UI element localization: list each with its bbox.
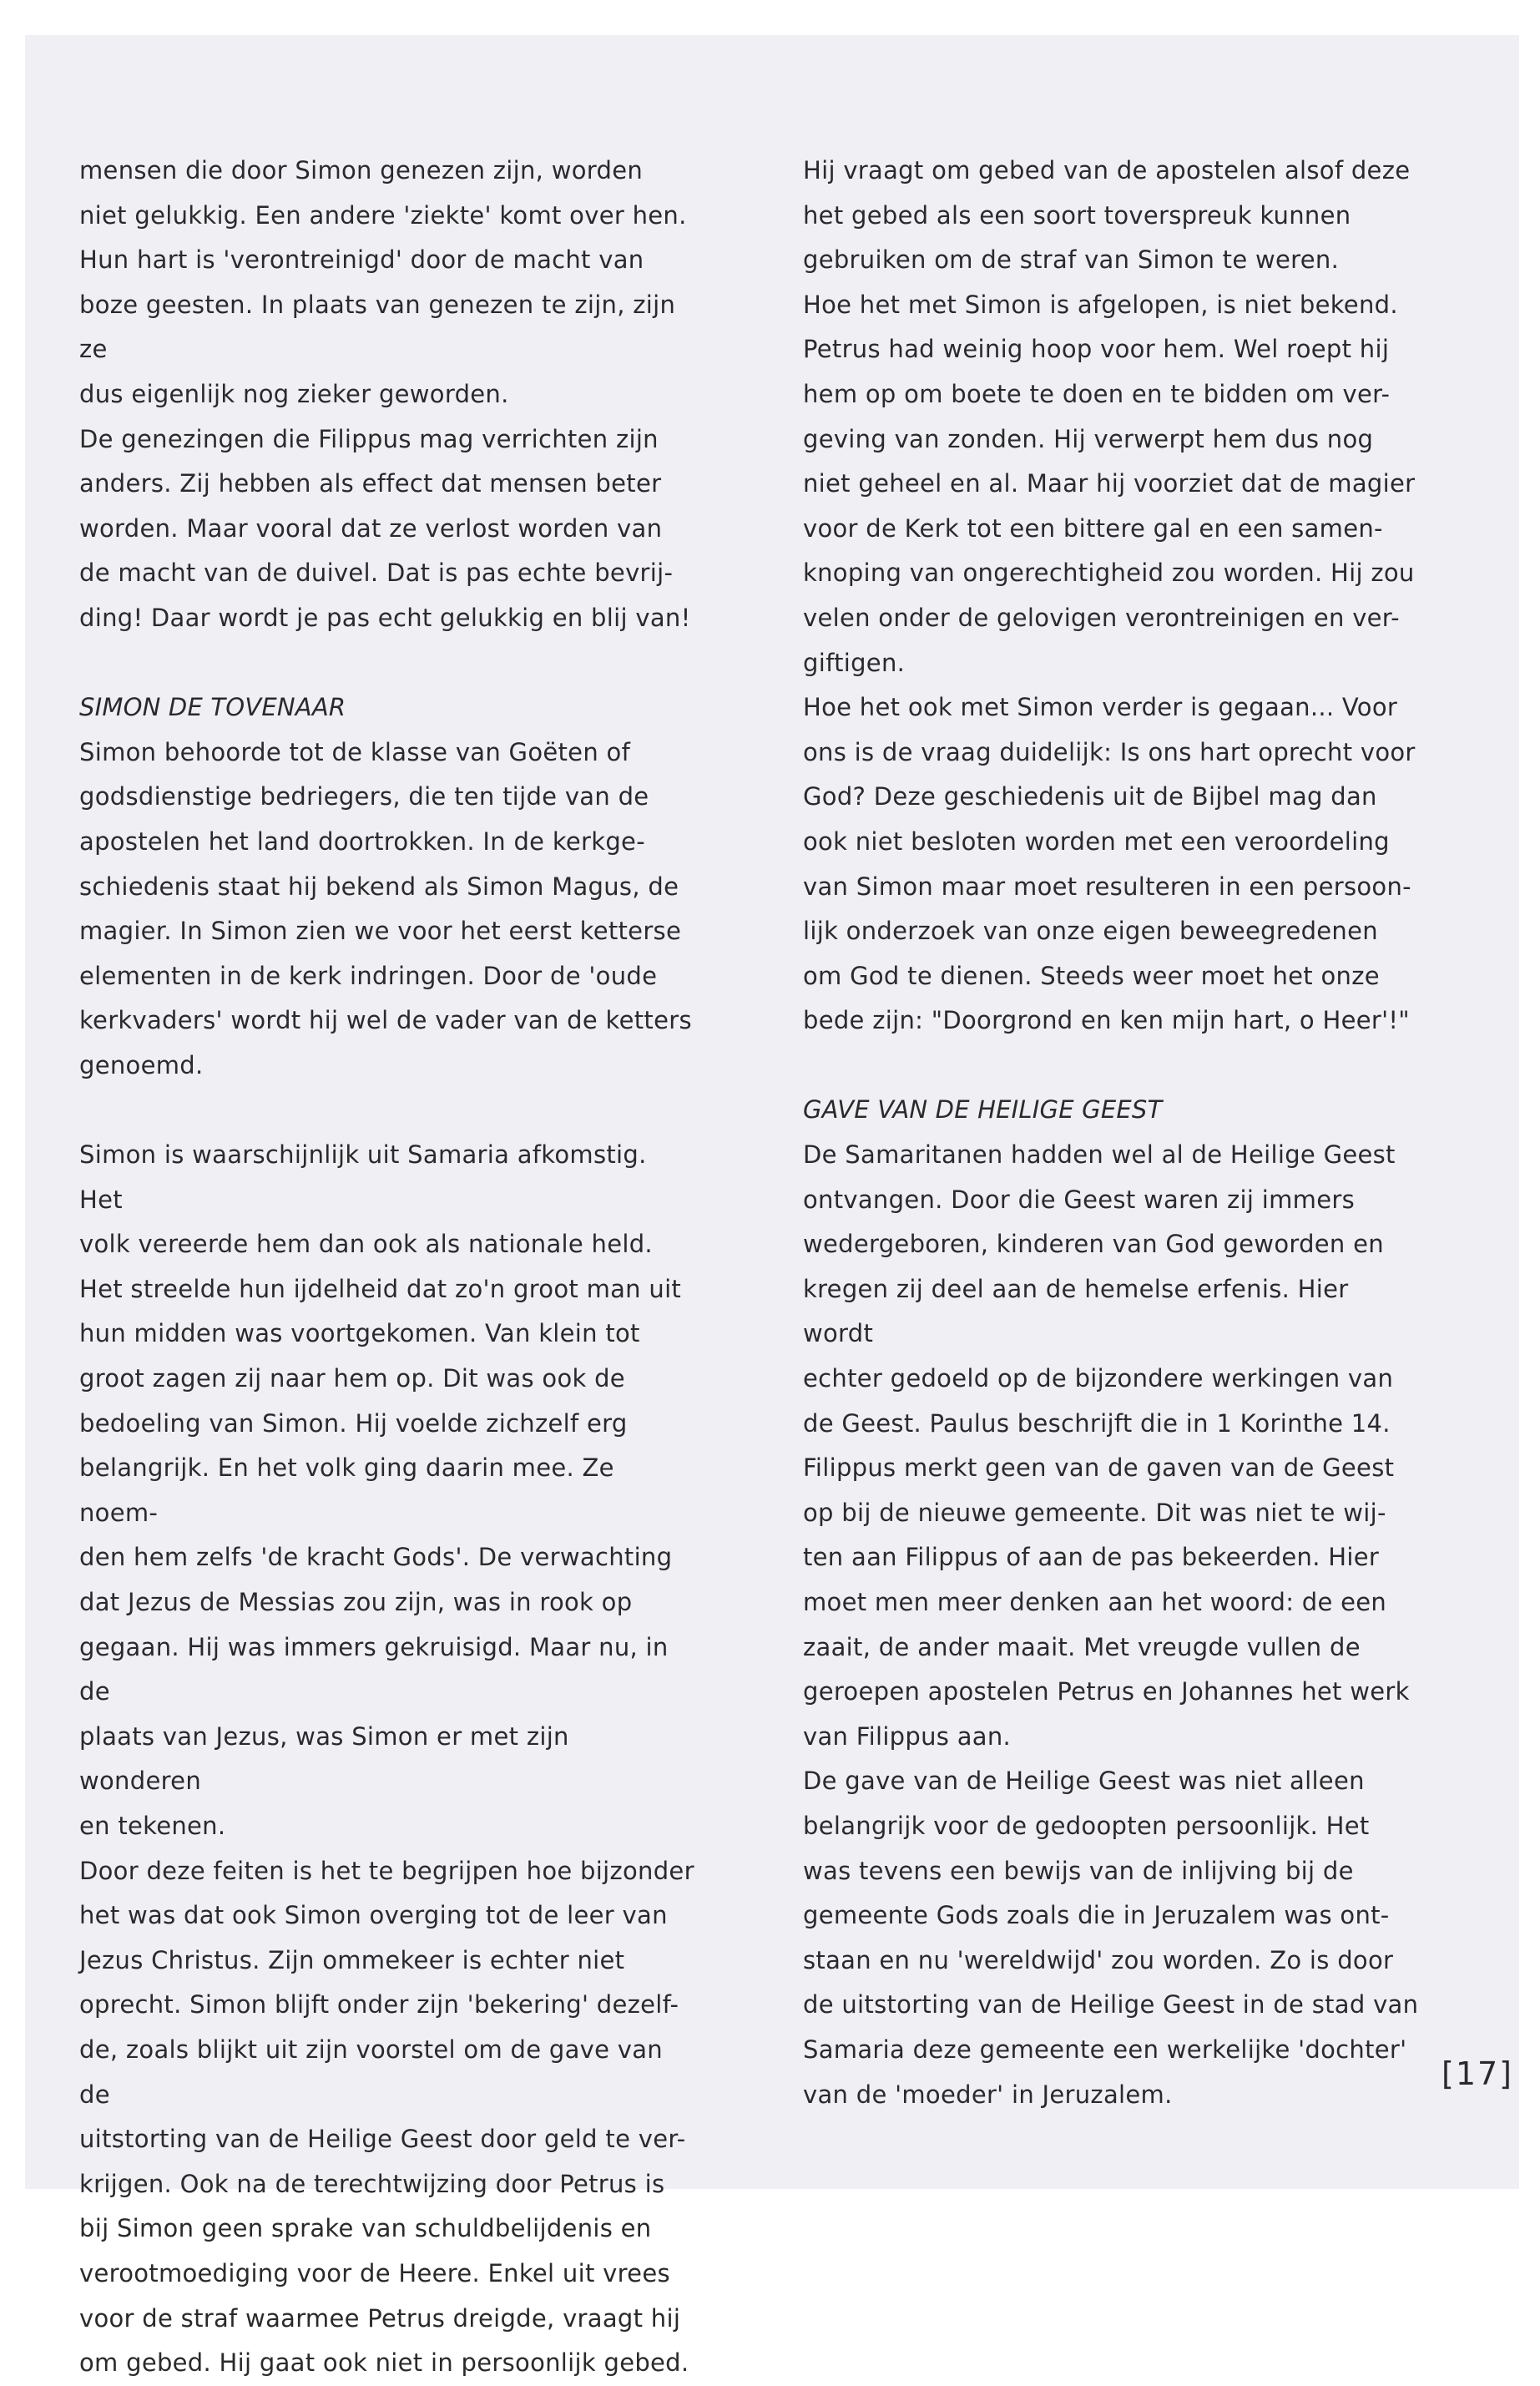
text-line: gemeente Gods zoals die in Jeruzalem was ont- <box>803 1901 1390 1930</box>
text-line: voor de Kerk tot een bittere gal en een samen- <box>803 513 1383 543</box>
text-line: van de 'moeder' in Jeruzalem. <box>803 2080 1173 2109</box>
text-line: bij Simon geen sprake van schuldbelijdenis en <box>79 2214 652 2243</box>
text-line: de Geest. Paulus beschrijft die in 1 Korinthe 14. <box>803 1408 1391 1438</box>
text-line: ons is de vraag duidelijk: Is ons hart oprecht voor <box>803 737 1416 766</box>
text-line: verootmoediging voor de Heere. Enkel uit vrees <box>79 2258 670 2287</box>
text-line: De Samaritanen hadden wel al de Heilige Geest <box>803 1140 1396 1170</box>
text-line: kregen zij deel aan de hemelse erfenis. Hier wordt <box>803 1274 1349 1348</box>
text-line: Hoe het met Simon is afgelopen, is niet bekend. <box>803 290 1398 319</box>
text-line: elementen in de kerk indringen. Door de 'oude <box>79 961 658 990</box>
right-column <box>803 149 1425 2117</box>
text-line: ontvangen. Door die Geest waren zij immers <box>803 1185 1356 1214</box>
text-line: plaats van Jezus, was Simon er met zijn wonderen <box>79 1721 569 1796</box>
text-line: was tevens een bewijs van de inlijving bij de <box>803 1856 1354 1885</box>
text-line: oprecht. Simon blijft onder zijn 'bekering' dezelf- <box>79 1990 679 2020</box>
text-line: niet gelukkig. Een andere 'ziekte' komt over hen. <box>79 200 687 230</box>
text-line: de macht van de duivel. Dat is pas echte bevrij- <box>79 559 674 588</box>
text-line: worden. Maar vooral dat ze verlost worden van <box>79 513 663 543</box>
text-line: gegaan. Hij was immers gekruisigd. Maar nu, in de <box>79 1632 669 1706</box>
text-line: anders. Zij hebben als effect dat mensen beter <box>79 469 662 498</box>
text-line: bedoeling van Simon. Hij voelde zichzelf erg <box>79 1408 628 1438</box>
text-line: groot zagen zij naar hem op. Dit was ook de <box>79 1364 625 1393</box>
page-number: [17] <box>1442 2055 1514 2092</box>
left-intro-paragraph <box>79 149 697 641</box>
text-line: Hoe het ook met Simon verder is gegaan... Voor <box>803 693 1398 722</box>
left-column <box>79 149 697 2386</box>
text-line: Samaria deze gemeente een werkelijke 'dochter' <box>803 2035 1407 2064</box>
text-line: de, zoals blijkt uit zijn voorstel om de gave van de <box>79 2035 663 2109</box>
text-line: den hem zelfs 'de kracht Gods'. De verwachting <box>79 1543 673 1572</box>
text-line: van Filippus aan. <box>803 1721 1012 1751</box>
text-line: bede zijn: "Doorgrond en ken mijn hart, o Heer'!" <box>803 1006 1410 1035</box>
text-line: Filippus merkt geen van de gaven van de Geest <box>803 1453 1395 1483</box>
text-line: geroepen apostelen Petrus en Johannes het werk <box>803 1677 1410 1706</box>
text-line: staan en nu 'wereldwijd' zou worden. Zo is door <box>803 1945 1394 1974</box>
text-line: De gave van de Heilige Geest was niet alleen <box>803 1767 1365 1796</box>
text-line: hem op om boete te doen en te bidden om ver- <box>803 379 1391 408</box>
text-line: velen onder de gelovigen verontreinigen en ver- <box>803 603 1400 632</box>
text-line: Jezus Christus. Zijn ommekeer is echter niet <box>79 1945 625 1974</box>
text-line: godsdienstige bedriegers, die ten tijde van de <box>79 782 649 811</box>
text-line: het was dat ook Simon overging tot de leer van <box>79 1901 668 1930</box>
text-line: schiedenis staat hij bekend als Simon Magus, de <box>79 872 679 901</box>
text-line: Het streelde hun ijdelheid dat zo'n groot man uit <box>79 1274 682 1303</box>
text-line: voor de straf waarmee Petrus dreigde, vraagt hij <box>79 2303 681 2333</box>
text-line: uitstorting van de Heilige Geest door geld te ver- <box>79 2125 686 2154</box>
text-line: giftigen. <box>803 648 906 677</box>
text-line: dat Jezus de Messias zou zijn, was in rook op <box>79 1588 633 1616</box>
text-line: wedergeboren, kinderen van God geworden en <box>803 1230 1384 1259</box>
text-line: ding! Daar wordt je pas echt gelukkig en blij van! <box>79 603 691 632</box>
text-line: ook niet besloten worden met een veroordeling <box>803 827 1390 856</box>
text-line: krijgen. Ook na de terechtwijzing door Petrus is <box>79 2169 665 2198</box>
text-line: De genezingen die Filippus mag verrichten zijn <box>79 424 659 453</box>
text-line: belangrijk. En het volk ging daarin mee. Ze noem- <box>79 1453 614 1527</box>
text-line: hun midden was voortgekomen. Van klein tot <box>79 1319 640 1348</box>
simon-paragraph-1 <box>79 730 697 1089</box>
section-heading-gave: GAVE VAN DE HEILIGE GEEST <box>803 1095 1163 1125</box>
text-line: om gebed. Hij gaat ook niet in persoonlijk gebed. <box>79 2348 689 2378</box>
text-line: echter gedoeld op de bijzondere werkingen van <box>803 1364 1394 1393</box>
text-line: kerkvaders' wordt hij wel de vader van de ketters <box>79 1006 692 1035</box>
text-line: apostelen het land doortrokken. In de kerkge- <box>79 827 645 856</box>
text-line: boze geesten. In plaats van genezen te zijn, zijn ze <box>79 290 676 364</box>
text-line: Simon is waarschijnlijk uit Samaria afkomstig. Het <box>79 1140 647 1214</box>
text-line: het gebed als een soort toverspreuk kunnen <box>803 200 1351 230</box>
text-line: belangrijk voor de gedoopten persoonlijk. Het <box>803 1811 1370 1840</box>
section-heading-simon: SIMON DE TOVENAAR <box>79 693 346 722</box>
text-line: op bij de nieuwe gemeente. Dit was niet te wij- <box>803 1498 1386 1527</box>
text-line: de uitstorting van de Heilige Geest in de stad van <box>803 1990 1419 2020</box>
text-line: magier. In Simon zien we voor het eerst ketterse <box>79 917 682 946</box>
text-line: Hij vraagt om gebed van de apostelen alsof deze <box>803 156 1411 185</box>
gave-paragraph <box>803 1133 1425 2117</box>
text-line: mensen die door Simon genezen zijn, worden <box>79 156 644 185</box>
text-line: Hun hart is 'verontreinigd' door de macht van <box>79 245 644 275</box>
text-line: en tekenen. <box>79 1811 226 1840</box>
text-line: volk vereerde hem dan ook als nationale held. <box>79 1230 653 1259</box>
text-line: niet geheel en al. Maar hij voorziet dat de magier <box>803 469 1416 498</box>
text-line: knoping van ongerechtigheid zou worden. Hij zou <box>803 559 1415 588</box>
text-line: Simon behoorde tot de klasse van Goëten of <box>79 737 631 766</box>
text-line: God? Deze geschiedenis uit de Bijbel mag dan <box>803 782 1377 811</box>
text-line: zaait, de ander maait. Met vreugde vullen de <box>803 1632 1361 1661</box>
text-line: ten aan Filippus of aan de pas bekeerden. Hier <box>803 1543 1380 1572</box>
right-intro-paragraph <box>803 149 1425 1044</box>
text-line: Petrus had weinig hoop voor hem. Wel roept hij <box>803 335 1390 364</box>
text-line: geving van zonden. Hij verwerpt hem dus nog <box>803 424 1374 453</box>
text-line: om God te dienen. Steeds weer moet het onze <box>803 961 1380 990</box>
text-line: gebruiken om de straf van Simon te weren. <box>803 245 1340 275</box>
text-line: dus eigenlijk nog zieker geworden. <box>79 379 509 408</box>
text-line: van Simon maar moet resulteren in een persoon- <box>803 872 1411 901</box>
text-line: Door deze feiten is het te begrijpen hoe bijzonder <box>79 1856 694 1885</box>
text-line: genoemd. <box>79 1050 204 1079</box>
text-line: moet men meer denken aan het woord: de een <box>803 1588 1387 1616</box>
simon-paragraph-2 <box>79 1133 697 2386</box>
text-line: lijk onderzoek van onze eigen beweegredenen <box>803 917 1378 946</box>
